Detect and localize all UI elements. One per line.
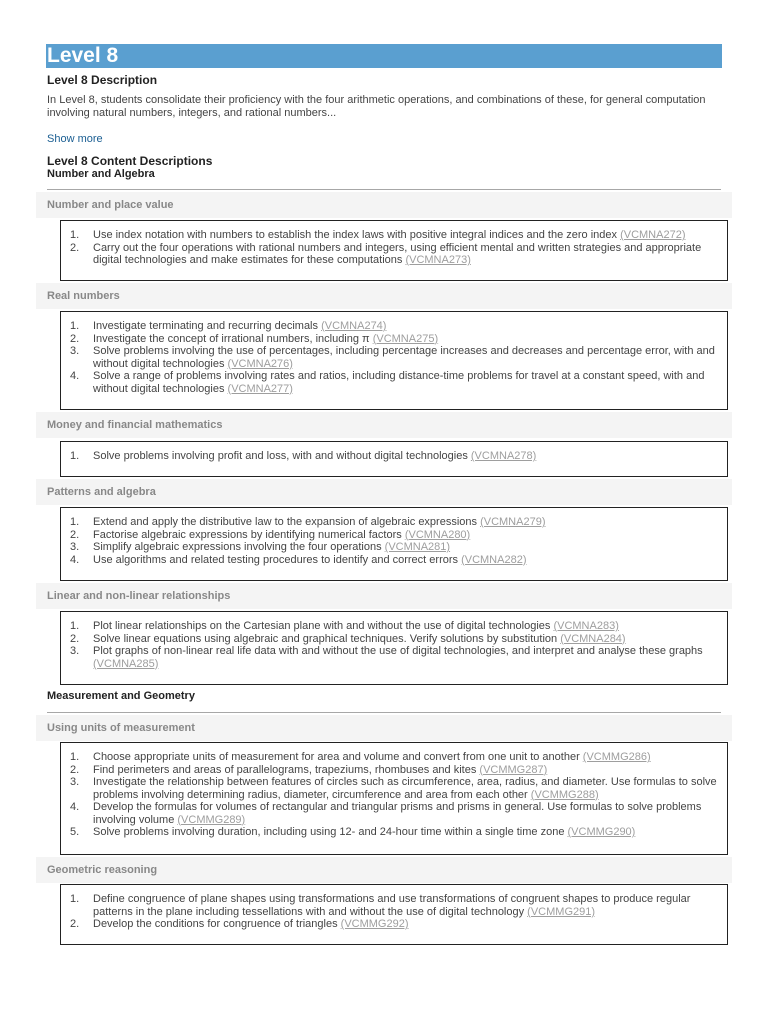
list-item [69,529,717,542]
content-descriptions-list [60,611,728,685]
content-descriptions-list [60,884,728,945]
list-item [69,751,717,764]
item-code-link[interactable]: (VCMNA275) [372,332,439,345]
list-item [69,633,717,646]
list-item [69,516,717,529]
item-number: 3. [70,345,80,357]
item-text: Develop the formulas for volumes of rectangular and triangular prisms and prisms in general. Use formulas to solve problems involving volume [93,801,702,826]
item-text: Choose appropriate units of measurement for area and volume and convert from one unit to another [93,751,583,763]
sub-strand-header[interactable]: Geometric reasoning [36,857,732,883]
strand-heading: Number and Algebra [47,168,155,180]
item-number: 3. [70,541,80,553]
item-number: 2. [70,528,80,541]
item-number: 4. [70,801,80,813]
level-description-heading: Level 8 Description [47,73,158,87]
item-text: Simplify algebraic expressions involving the four operations [93,541,385,553]
list-item [69,320,717,333]
item-number: 2. [70,241,80,254]
item-number: 5. [70,826,80,838]
item-code-link[interactable]: (VCMNA284) [560,632,626,645]
sub-strand-header[interactable]: Patterns and algebra [36,479,732,505]
item-code-link[interactable]: (VCMNA278) [470,450,537,462]
strand-heading: Measurement and Geometry [47,690,195,702]
item-code-link[interactable]: (VCMMG288) [530,788,599,801]
item-text: Define congruence of plane shapes using transformations and use transformations of congruent shapes to produce regular patterns in the plane including tessellations with and without the use of digital technology [93,893,691,918]
item-code-link[interactable]: (VCMNA277) [227,382,293,395]
item-text: Factorise algebraic expressions by identifying numerical factors [93,528,405,541]
item-text: Find perimeters and areas of parallelograms, trapeziums, rhombuses and kites [93,763,480,776]
sub-strand-header[interactable]: Money and financial mathematics [36,412,732,438]
item-text: Solve problems involving duration, including using 12- and 24-hour time within a single time zone [93,826,568,838]
list-item [69,450,717,463]
sub-strand-header[interactable]: Real numbers [36,283,732,309]
list-item [69,370,717,395]
item-number: 1. [70,229,80,241]
list-item [69,620,717,633]
item-text: Develop the conditions for congruence of triangles [93,918,341,930]
item-code-link[interactable]: (VCMNA285) [93,657,159,670]
strand-divider [47,189,721,190]
item-text: Use index notation with numbers to establish the index laws with positive integral indices and the zero index [93,229,621,241]
list-item [69,801,717,826]
item-code-link[interactable]: (VCMNA281) [384,541,451,553]
item-number: 1. [70,516,80,528]
item-text: Solve problems involving profit and loss, with and without digital technologies [93,450,471,462]
item-text: Extend and apply the distributive law to the expansion of algebraic expressions [93,516,481,528]
list-item [69,826,717,839]
item-number: 2. [70,332,80,345]
item-number: 4. [70,370,80,382]
sub-strand-header[interactable]: Number and place value [36,192,732,218]
show-more-link[interactable]: Show more [47,133,103,145]
item-text: Investigate the relationship between features of circles such as circumference, area, radius, and diameter. Use formulas to solve problems involving determining radius, diameter, circumference and area from each other [93,776,717,801]
item-code-link[interactable]: (VCMNA280) [404,528,471,541]
item-text: Plot linear relationships on the Cartesian plane with and without the use of digital technologies [93,620,554,632]
list-item [69,893,717,918]
list-item [69,554,717,567]
sub-strand-header[interactable]: Using units of measurement [36,715,732,741]
item-code-link[interactable]: (VCMNA273) [405,254,471,266]
item-code-link[interactable]: (VCMNA274) [321,320,387,332]
item-text: Carry out the four operations with rational numbers and integers, using efficient mental and written strategies and appropriate digital technologies and make estimates for these computations [93,241,702,266]
list-item [69,541,717,554]
item-text: Solve problems involving the use of percentages, including percentage increases and decreases and percentage error, with and without digital technologies [93,345,715,370]
item-number: 1. [70,620,80,632]
content-descriptions-list [60,742,728,855]
list-item [69,333,717,346]
item-code-link[interactable]: (VCMMG292) [340,918,409,930]
list-item [69,229,717,242]
list-item [69,242,717,267]
item-code-link[interactable]: (VCMMG289) [177,813,246,826]
item-code-link[interactable]: (VCMMG291) [527,905,596,918]
list-item [69,776,717,801]
item-text: Solve linear equations using algebraic and graphical techniques. Verify solutions by substitution [93,632,561,645]
list-item [69,918,717,931]
content-descriptions-list [60,311,728,410]
item-number: 1. [70,450,80,462]
item-number: 3. [70,776,80,788]
item-text: Investigate the concept of irrational numbers, including π [93,332,373,345]
item-code-link[interactable]: (VCMNA276) [227,357,293,370]
item-number: 2. [70,763,80,776]
item-code-link[interactable]: (VCMNA282) [461,553,527,566]
item-code-link[interactable]: (VCMNA272) [620,229,686,241]
content-descriptions-list [60,507,728,581]
item-number: 1. [70,893,80,905]
item-text: Solve a range of problems involving rates and ratios, including distance-time problems for travel at a constant speed, with and without digital technologies [93,370,705,395]
item-number: 4. [70,553,80,566]
item-text: Investigate terminating and recurring decimals [93,320,322,332]
item-number: 2. [70,632,80,645]
item-number: 3. [70,645,80,657]
item-text: Use algorithms and related testing procedures to identify and correct errors [93,553,462,566]
item-number: 2. [70,918,80,930]
list-item [69,345,717,370]
item-number: 1. [70,751,80,763]
item-code-link[interactable]: (VCMMG287) [479,763,548,776]
list-item [69,764,717,777]
item-code-link[interactable]: (VCMMG290) [567,826,636,838]
level-title: Level 8 [46,44,722,68]
list-item [69,645,717,670]
strand-divider [47,712,721,713]
level-description-text: In Level 8, students consolidate their proficiency with the four arithmetic operations, and combinations of these, for general computation involving natural numbers, integers, and rational numbers... [47,94,706,119]
item-text: Plot graphs of non-linear real life data with and without the use of digital technologies, and interpret and analyse these graphs [93,645,703,657]
content-descriptions-list [60,441,728,477]
content-descriptions-list [60,220,728,281]
sub-strand-header[interactable]: Linear and non-linear relationships [36,583,732,609]
content-descriptions-heading: Level 8 Content Descriptions [47,154,213,168]
item-code-link[interactable]: (VCMNA283) [553,620,619,632]
item-number: 1. [70,320,80,332]
item-code-link[interactable]: (VCMNA279) [480,516,546,528]
item-code-link[interactable]: (VCMMG286) [582,751,651,763]
